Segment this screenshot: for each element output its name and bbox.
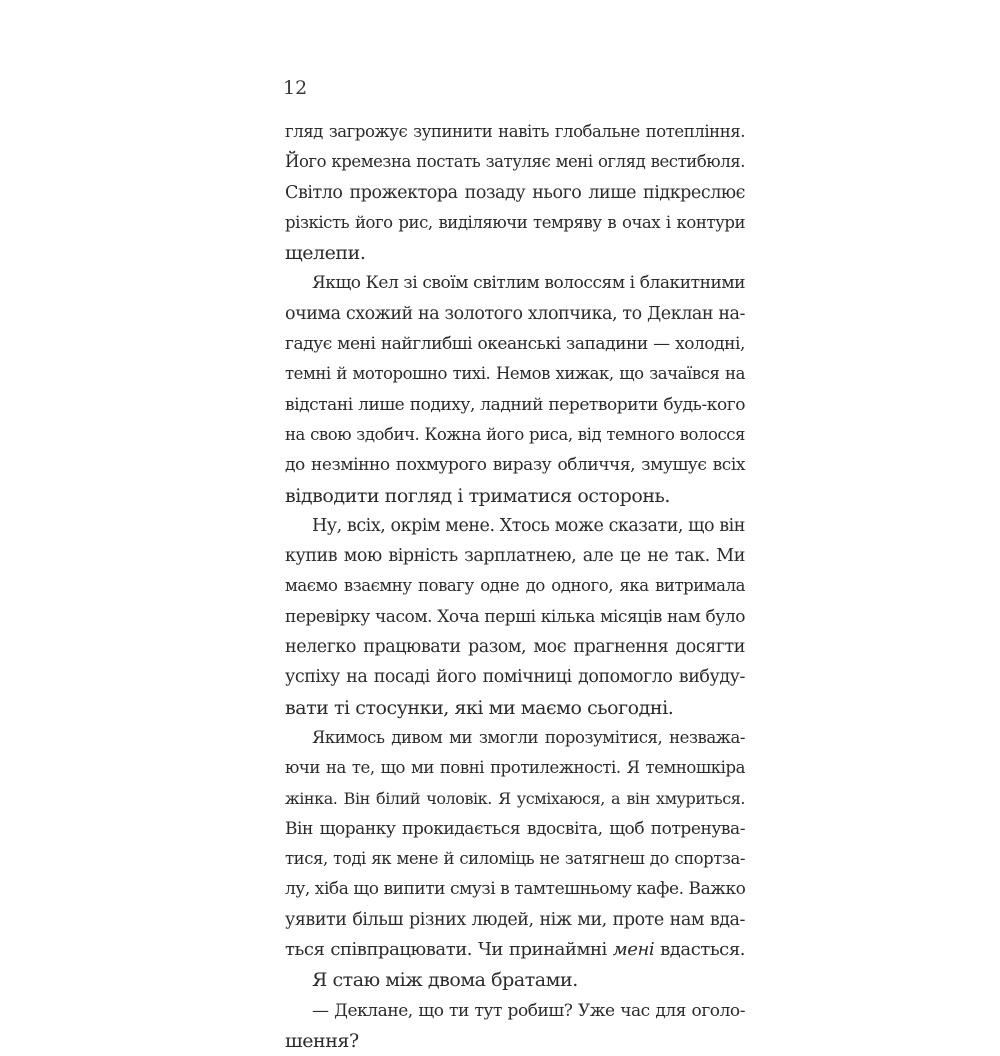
text-line: відстані лише подиху, ладний перетворити будь-кого xyxy=(285,394,745,415)
text-line: шення? xyxy=(285,1029,359,1052)
text-line: Його кремезна постать затуляє мені огляд вестибюля. xyxy=(285,152,745,172)
text-line: Якщо Кел зі своїм світлим волоссям і блакитними xyxy=(312,273,745,294)
text-line: Світло прожектора позаду нього лише підкреслює xyxy=(285,182,745,203)
text-segment: ться співпрацювати. Чи принаймні xyxy=(285,939,613,961)
text-segment: вдасться. xyxy=(654,939,745,961)
text-line: темні й моторошно тихі. Немов хижак, що зачаївся на xyxy=(285,364,745,384)
text-line: відводити погляд і триматися осторонь. xyxy=(285,484,671,507)
text-line: успіху на посаді його помічниці допомогло вибуду- xyxy=(285,667,745,688)
text-line: жінка. Він білий чоловік. Я усміхаюся, а він хмуриться. xyxy=(285,788,745,808)
text-line: очима схожий на золотого хлопчика, то Деклан на- xyxy=(285,303,745,324)
text-line: нелегко працювати разом, моє прагнення досягти xyxy=(285,637,745,658)
text-line: лу, хіба що випити смузі в тамтешньому кафе. Важко xyxy=(285,879,746,900)
text-line: до незмінно похмурого виразу обличчя, змушує всіх xyxy=(285,455,745,476)
text-line: тися, тоді як мене й силоміць не затягнеш до спортза- xyxy=(285,849,745,869)
text-line: Якимось дивом ми змогли порозумітися, незважа- xyxy=(312,727,745,747)
text-line: гляд загрожує зупинити навіть глобальне потепління. xyxy=(285,122,745,141)
text-line: щелепи. xyxy=(285,242,366,265)
text-line: гадує мені найглибші океанські западини — холодні, xyxy=(285,334,745,355)
text-line: Він щоранку прокидається вдосвіта, щоб потренува- xyxy=(285,818,745,839)
text-line: маємо взаємну повагу одне до одного, яка витримала xyxy=(285,576,745,596)
text-line xyxy=(285,935,745,965)
text-line: вати ті стосунки, які ми маємо сьогодні. xyxy=(285,696,674,719)
text-line: перевірку часом. Хоча перші кілька місяців нам було xyxy=(285,606,745,627)
page-number: 12 xyxy=(283,77,308,99)
body-text xyxy=(285,117,745,1056)
text-line: різкість його рис, виділяючи темряву в очах і контури xyxy=(285,212,745,232)
text-line: Ну, всіх, окрім мене. Хтось може сказати, що він xyxy=(312,515,745,536)
text-line: купив мою вірність зарплатнею, але це не так. Ми xyxy=(285,546,745,567)
text-line: Я стаю між двома братами. xyxy=(312,969,578,992)
text-line: — Деклане, що ти тут робиш? Уже час для оголо- xyxy=(312,1000,745,1021)
text-line: на свою здобич. Кожна його риса, від темного волосся xyxy=(285,424,745,444)
emphasized-word: мені xyxy=(612,939,655,961)
text-line: ючи на те, що ми повні протилежності. Я темношкіра xyxy=(285,758,745,778)
text-line: уявити більш різних людей, ніж ми, проте нам вда- xyxy=(285,909,745,930)
